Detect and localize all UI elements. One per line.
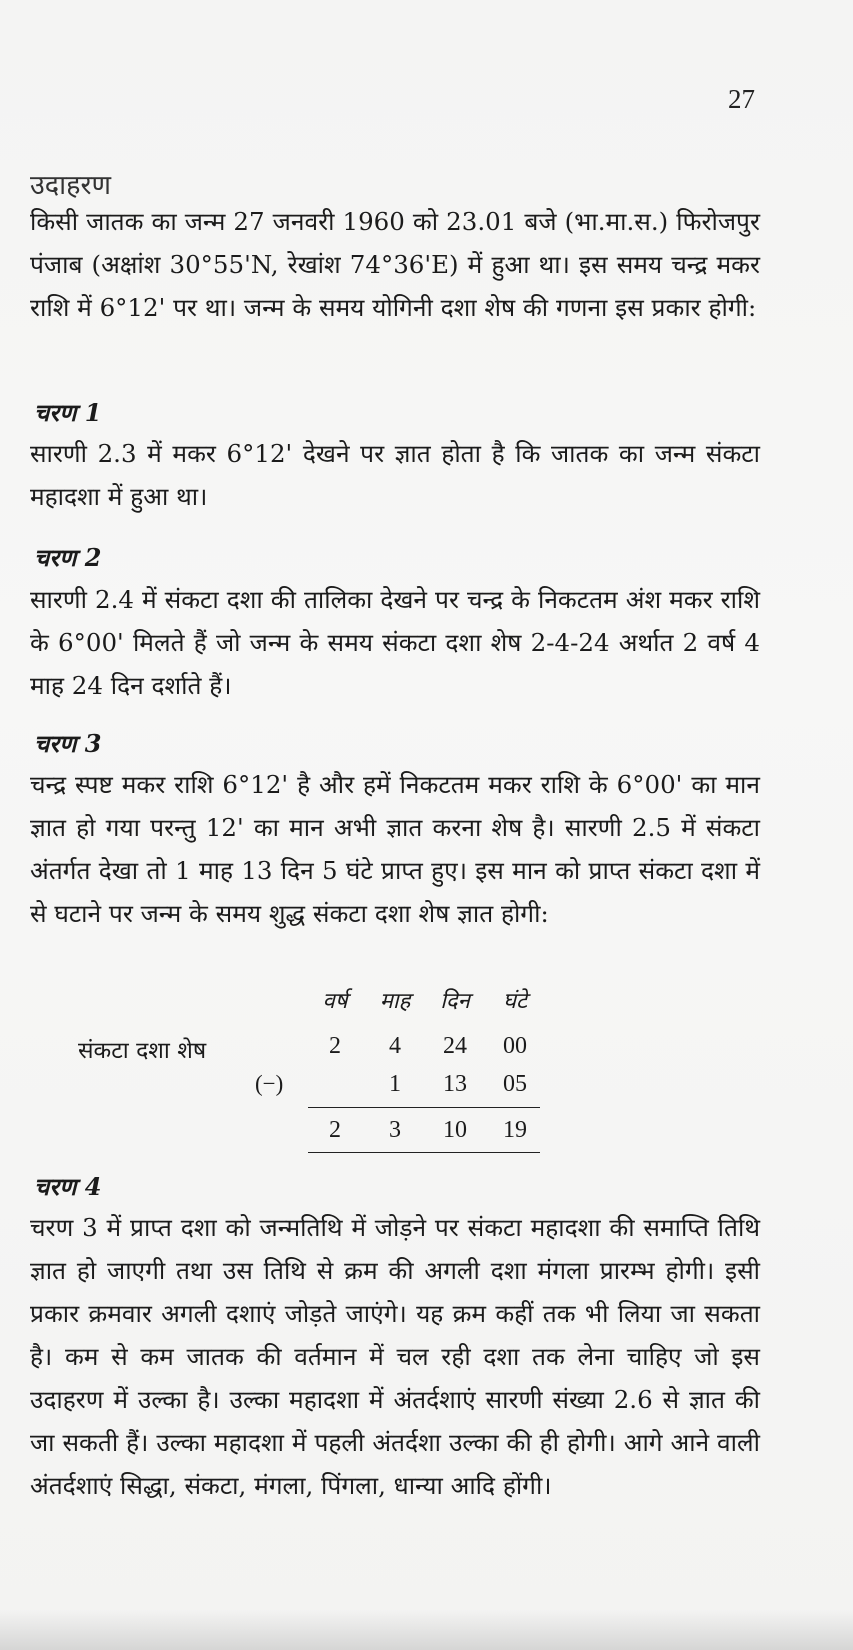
- row2-hours: 05: [503, 1071, 527, 1097]
- step-2-heading: चरण 2: [34, 543, 102, 572]
- row1-years: 2: [329, 1033, 341, 1059]
- result-months: 3: [389, 1117, 401, 1143]
- header-hours: घंटे: [502, 989, 528, 1014]
- result-days: 10: [443, 1117, 467, 1143]
- step-3-heading: चरण 3: [34, 729, 102, 758]
- row-label: संकटा दशा शेष: [78, 1038, 207, 1064]
- sum-rule-top: [308, 1107, 540, 1108]
- header-years: वर्ष: [322, 989, 348, 1014]
- row1-months: 4: [389, 1033, 401, 1059]
- section-heading: उदाहरण: [30, 170, 112, 201]
- step-1-heading: चरण 1: [34, 398, 102, 427]
- sum-rule-bottom: [308, 1152, 540, 1153]
- result-years: 2: [329, 1117, 341, 1143]
- step-4-text: चरण 3 में प्राप्त दशा को जन्मतिथि में जोड़ने पर संकटा महादशा की समाप्ति तिथि ज्ञात हो जाएगी तथा उस तिथि से क्रम की अगली दशा मंगला प्रारम्भ होगी। इसी प्रकार क्रमवार अगली दशाएं जोड़ते जाएंगे। यह क्रम कहीं तक भी लिया जा सकता है। कम से कम जातक की वर्तमान में चल रही दशा तक लेना चाहिए जो इस उदाहरण में उल्का है। उल्का महादशा में अंतर्दशाएं सारणी संख्या 2.6 से ज्ञात की जा सकती हैं। उल्का महादशा में पहली अंतर्दशा उल्का की ही होगी। आगे आने वाली अंतर्दशाएं सिद्धा, संकटा, मंगला, पिंगला, धान्या आदि होंगी।: [30, 1213, 760, 1500]
- step-2-text: सारणी 2.4 में संकटा दशा की तालिका देखने पर चन्द्र के निकटतम अंश मकर राशि के 6°00' मिलते हैं जो जन्म के समय संकटा दशा शेष 2-4-24 अर्थात 2 वर्ष 4 माह 24 दिन दर्शाते हैं।: [30, 585, 760, 700]
- step-4-heading: चरण 4: [34, 1172, 102, 1201]
- result-hours: 19: [503, 1117, 527, 1143]
- row1-days: 24: [443, 1033, 467, 1059]
- page-edge-shadow: [0, 1610, 853, 1650]
- step-3-text: चन्द्र स्पष्ट मकर राशि 6°12' है और हमें निकटतम मकर राशि के 6°00' का मान ज्ञात हो गया परन्तु 12' का मान अभी ज्ञात करना शेष है। सारणी 2.5 में संकटा अंतर्गत देखा तो 1 माह 13 दिन 5 घंटे प्राप्त हुए। इस मान को प्राप्त संकटा दशा में से घटाने पर जन्म के समय शुद्ध संकटा दशा शेष ज्ञात होगी:: [30, 770, 760, 928]
- intro-paragraph: किसी जातक का जन्म 27 जनवरी 1960 को 23.01 बजे (भा.मा.स.) फिरोजपुर पंजाब (अक्षांश 30°55'N, रेखांश 74°36'E) में हुआ था। इस समय चन्द्र मकर राशि में 6°12' पर था। जन्म के समय योगिनी दशा शेष की गणना इस प्रकार होगी:: [30, 207, 760, 322]
- row2-months: 1: [389, 1071, 401, 1097]
- row1-hours: 00: [503, 1033, 527, 1059]
- header-months: माह: [379, 989, 411, 1014]
- header-days: दिन: [440, 989, 470, 1014]
- minus-sign: (−): [255, 1071, 284, 1096]
- step-1-text: सारणी 2.3 में मकर 6°12' देखने पर ज्ञात होता है कि जातक का जन्म संकटा महादशा में हुआ था।: [30, 439, 760, 511]
- page-number: 27: [728, 84, 755, 114]
- dasha-subtraction-table: [0, 985, 853, 1165]
- row2-days: 13: [443, 1071, 467, 1097]
